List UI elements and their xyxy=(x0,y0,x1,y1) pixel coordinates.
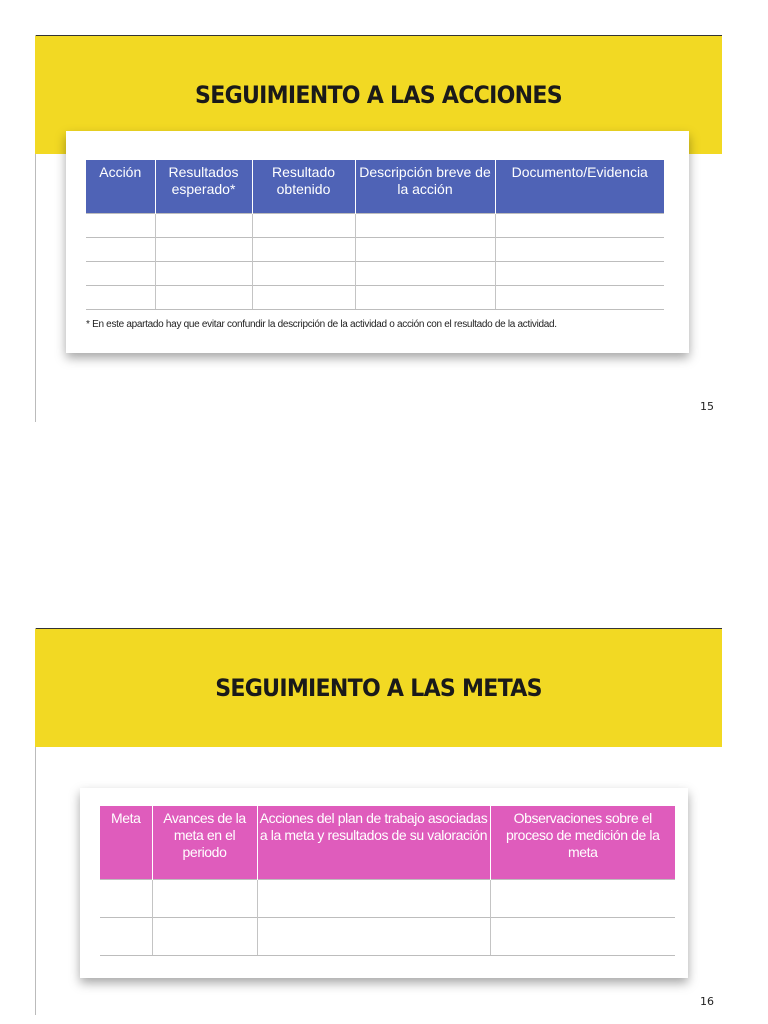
header-meta: Meta xyxy=(100,806,152,880)
table-row xyxy=(100,918,675,956)
table-cell xyxy=(355,262,495,286)
table-cell xyxy=(490,880,675,918)
table-cell xyxy=(495,238,664,262)
table-cell xyxy=(495,262,664,286)
table-row xyxy=(86,214,664,238)
table-cell xyxy=(355,214,495,238)
table-cell xyxy=(490,918,675,956)
table-row xyxy=(100,880,675,918)
table-cell xyxy=(100,918,152,956)
table-card xyxy=(66,131,689,353)
table-cell xyxy=(355,286,495,310)
acciones-table xyxy=(86,160,664,310)
slide-acciones xyxy=(35,35,722,422)
header-descripcion: Descripción breve de la acción xyxy=(355,160,495,214)
header-avances: Avances de la meta en el periodo xyxy=(152,806,257,880)
header-resultado-obtenido: Resultado obtenido xyxy=(252,160,355,214)
table-row xyxy=(86,286,664,310)
table-cell xyxy=(152,880,257,918)
header-accion: Acción xyxy=(86,160,155,214)
table-row xyxy=(86,238,664,262)
table-cell xyxy=(86,262,155,286)
header-observaciones: Observaciones sobre el proceso de medición de la meta xyxy=(490,806,675,880)
table-cell xyxy=(86,238,155,262)
table-cell xyxy=(155,286,252,310)
table-cell xyxy=(355,238,495,262)
table-cell xyxy=(155,262,252,286)
table-cell xyxy=(252,238,355,262)
table-cell xyxy=(257,880,490,918)
table-cell xyxy=(86,214,155,238)
table-cell xyxy=(100,880,152,918)
table-footnote: * En este apartado hay que evitar confundir la descripción de la actividad o acción con el resultado de la actividad. xyxy=(86,319,557,330)
slide-title: SEGUIMIENTO A LAS METAS xyxy=(215,674,542,702)
table-cell xyxy=(86,286,155,310)
table-card xyxy=(80,788,688,978)
table-row xyxy=(86,262,664,286)
table-cell xyxy=(495,214,664,238)
table-cell xyxy=(155,238,252,262)
page-number: 15 xyxy=(700,400,714,413)
header-resultados-esperado: Resultados esperado* xyxy=(155,160,252,214)
header-documento: Documento/Evidencia xyxy=(495,160,664,214)
header-acciones-plan: Acciones del plan de trabajo asociadas a la meta y resultados de su valoración xyxy=(257,806,490,880)
slide-metas xyxy=(35,628,722,1015)
table-cell xyxy=(155,214,252,238)
table-cell xyxy=(252,214,355,238)
table-cell xyxy=(257,918,490,956)
table-cell xyxy=(152,918,257,956)
table-cell xyxy=(495,286,664,310)
metas-table xyxy=(100,806,675,956)
page-number: 16 xyxy=(700,995,714,1008)
table-header-row xyxy=(86,160,664,214)
table-cell xyxy=(252,262,355,286)
table-header-row xyxy=(100,806,675,880)
table-cell xyxy=(252,286,355,310)
slide-title: SEGUIMIENTO A LAS ACCIONES xyxy=(195,81,562,109)
